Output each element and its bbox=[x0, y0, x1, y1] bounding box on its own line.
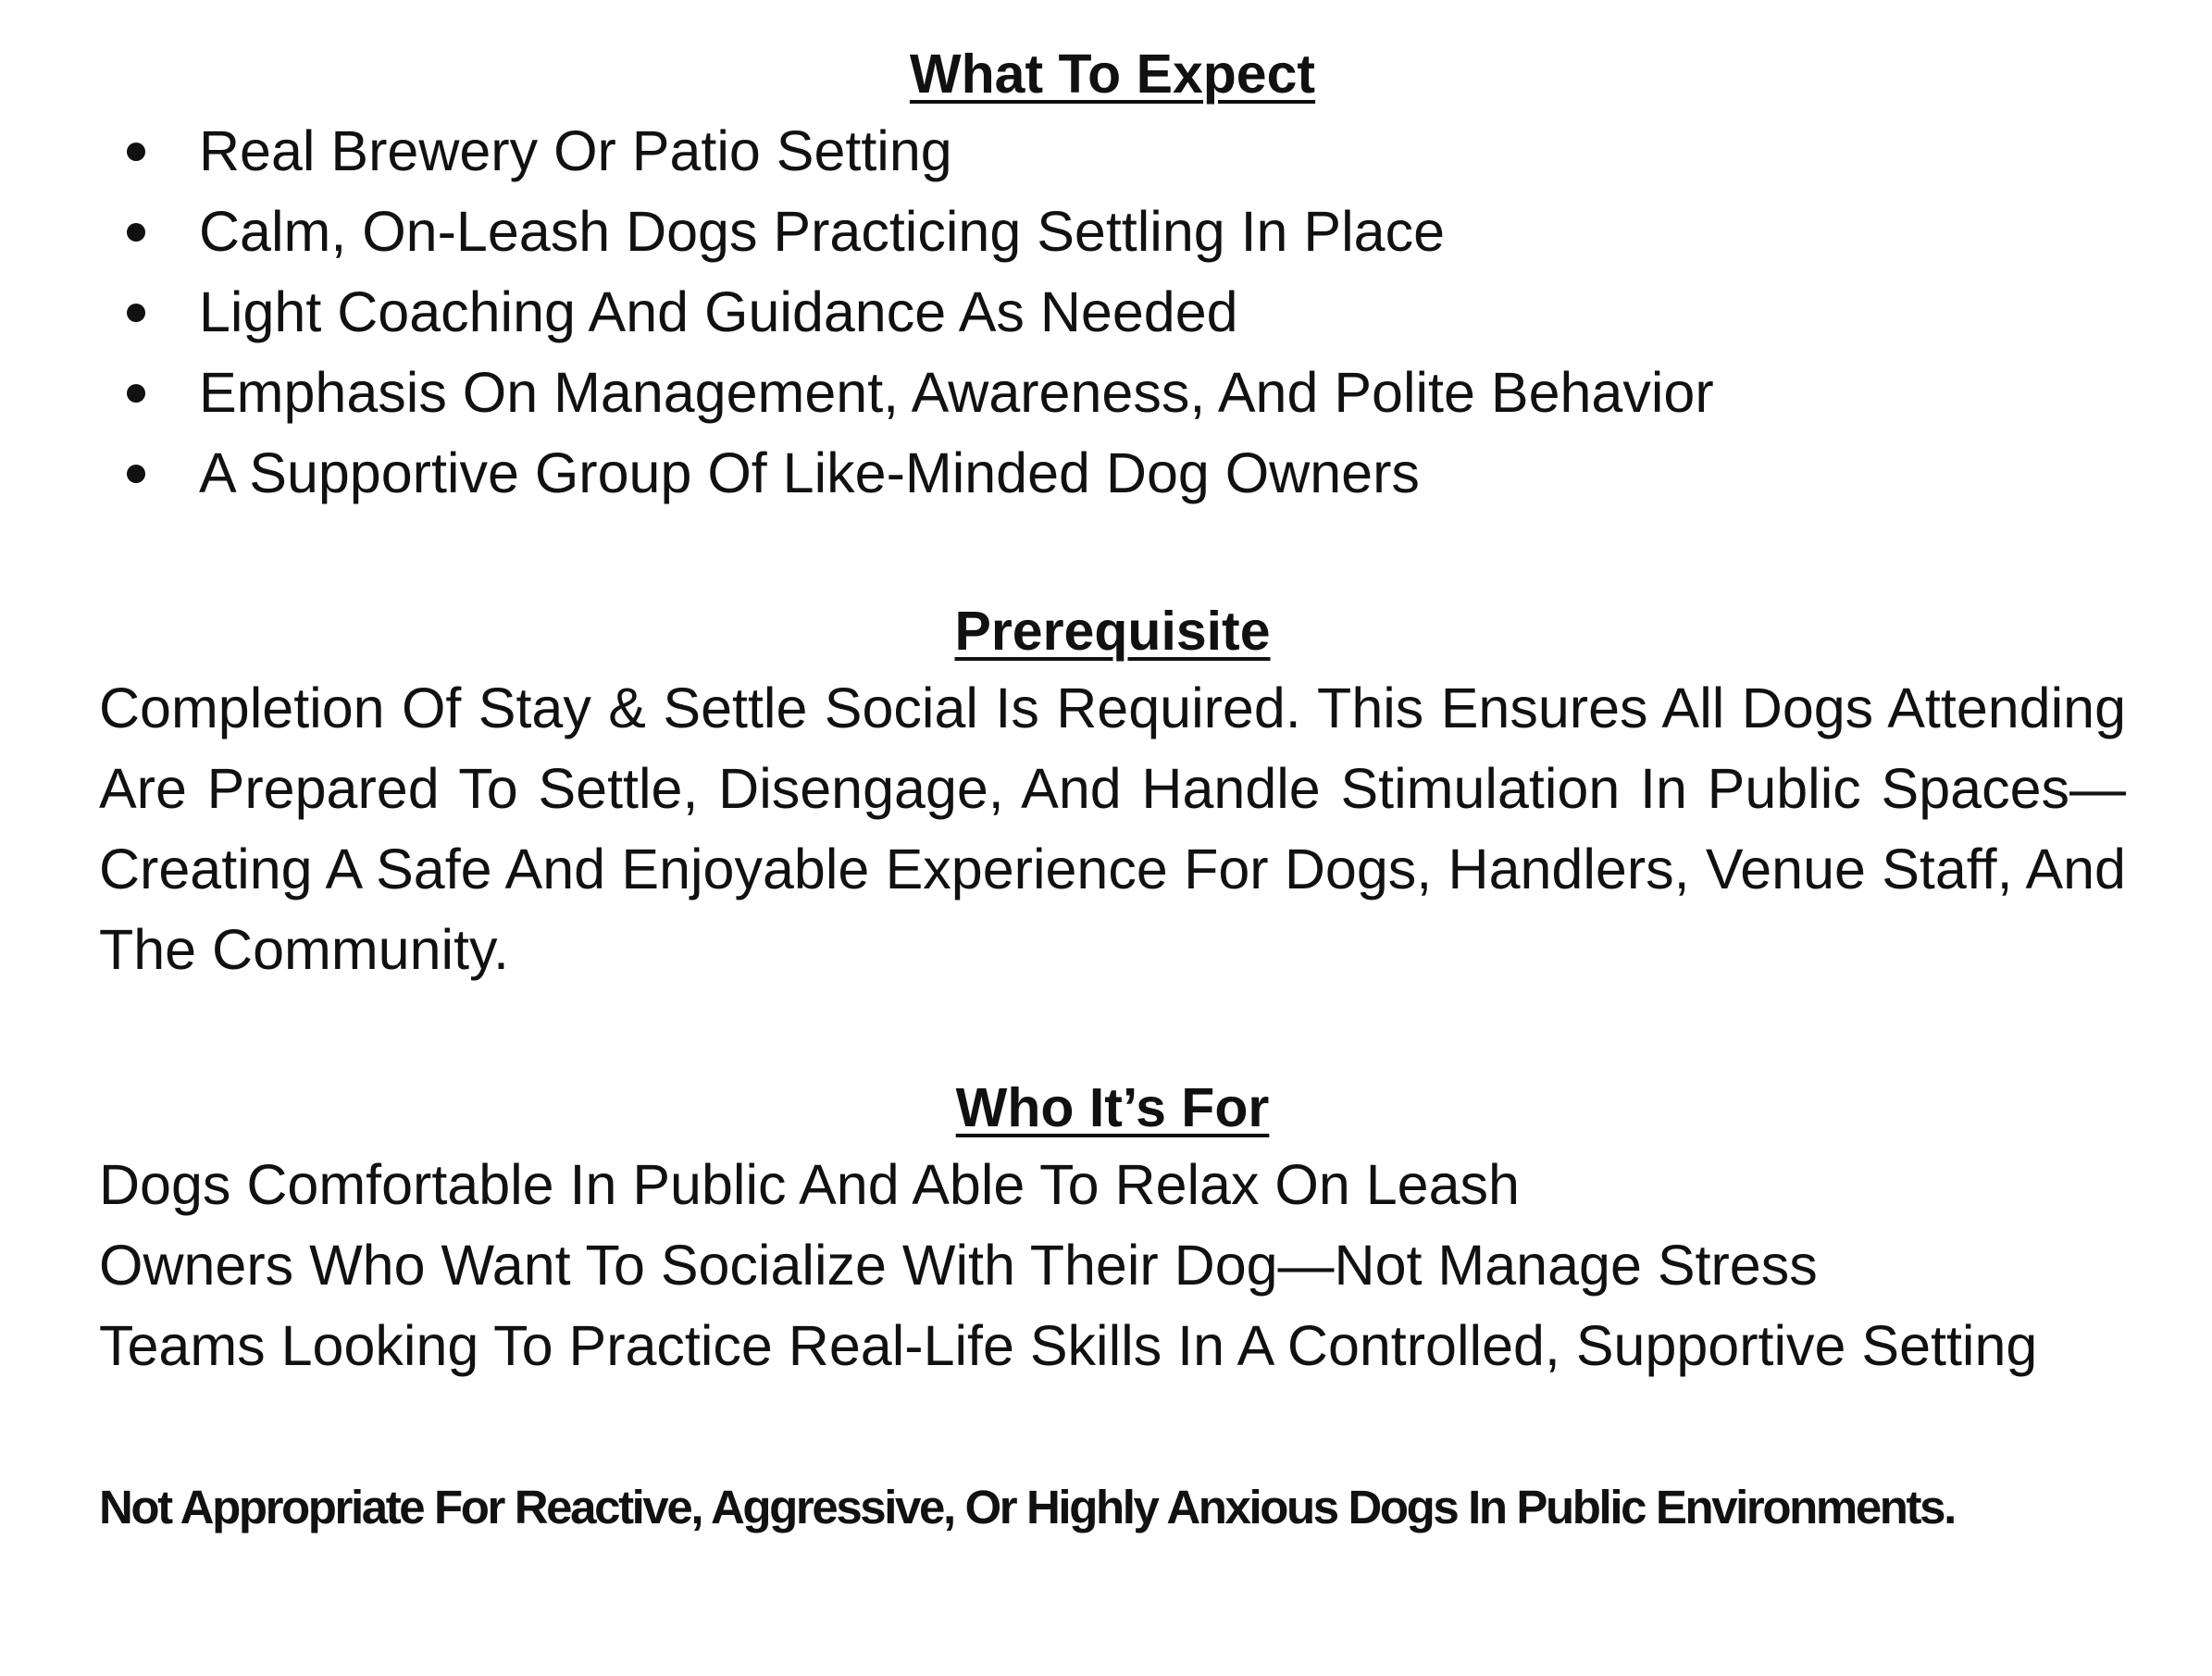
list-item bbox=[99, 353, 2126, 433]
spacer bbox=[99, 1386, 2126, 1467]
document-page bbox=[99, 37, 2126, 1547]
list-item-text: Light Coaching And Guidance As Needed bbox=[199, 280, 1238, 343]
who-its-for-heading: Who It’s For bbox=[955, 1077, 1270, 1138]
warning-notice: Not Appropriate For Reactive, Aggressive, Or Highly Anxious Dogs In Public Environments. bbox=[99, 1481, 1955, 1533]
spacer bbox=[99, 514, 2126, 594]
list-item-text: Calm, On-Leash Dogs Practicing Settling In Place bbox=[199, 200, 1446, 263]
what-to-expect-heading: What To Expect bbox=[909, 43, 1316, 105]
bullet-icon bbox=[127, 465, 145, 483]
who-for-line: Dogs Comfortable In Public And Able To Relax On Leash bbox=[99, 1153, 1520, 1216]
who-for-line: Owners Who Want To Socialize With Their Dog—Not Manage Stress bbox=[99, 1234, 1818, 1297]
expect-list bbox=[99, 111, 2126, 514]
bullet-icon bbox=[127, 223, 145, 242]
list-item-text: Real Brewery Or Patio Setting bbox=[199, 119, 952, 182]
list-item-text: A Supportive Group Of Like-Minded Dog Owners bbox=[199, 441, 1420, 504]
list-item bbox=[99, 111, 2126, 192]
bullet-icon bbox=[127, 304, 145, 322]
list-item bbox=[99, 272, 2126, 353]
list-item bbox=[99, 192, 2126, 272]
bullet-icon bbox=[127, 143, 145, 161]
list-item-text: Emphasis On Management, Awareness, And Polite Behavior bbox=[199, 361, 1714, 424]
list-item bbox=[99, 433, 2126, 514]
who-for-line: Teams Looking To Practice Real-Life Skills In A Controlled, Supportive Setting bbox=[99, 1314, 2038, 1377]
prerequisite-heading: Prerequisite bbox=[954, 601, 1271, 662]
prerequisite-text: Completion Of Stay & Settle Social Is Required. This Ensures All Dogs Attending Are Prepared To Settle, Disengage, And Handle Stimulation In Public Spaces—Creating A Safe And Enjoyable Experience For Dogs, Handlers, Venue Staff, And The Community. bbox=[99, 677, 2126, 981]
bullet-icon bbox=[127, 384, 145, 403]
spacer bbox=[99, 990, 2126, 1071]
